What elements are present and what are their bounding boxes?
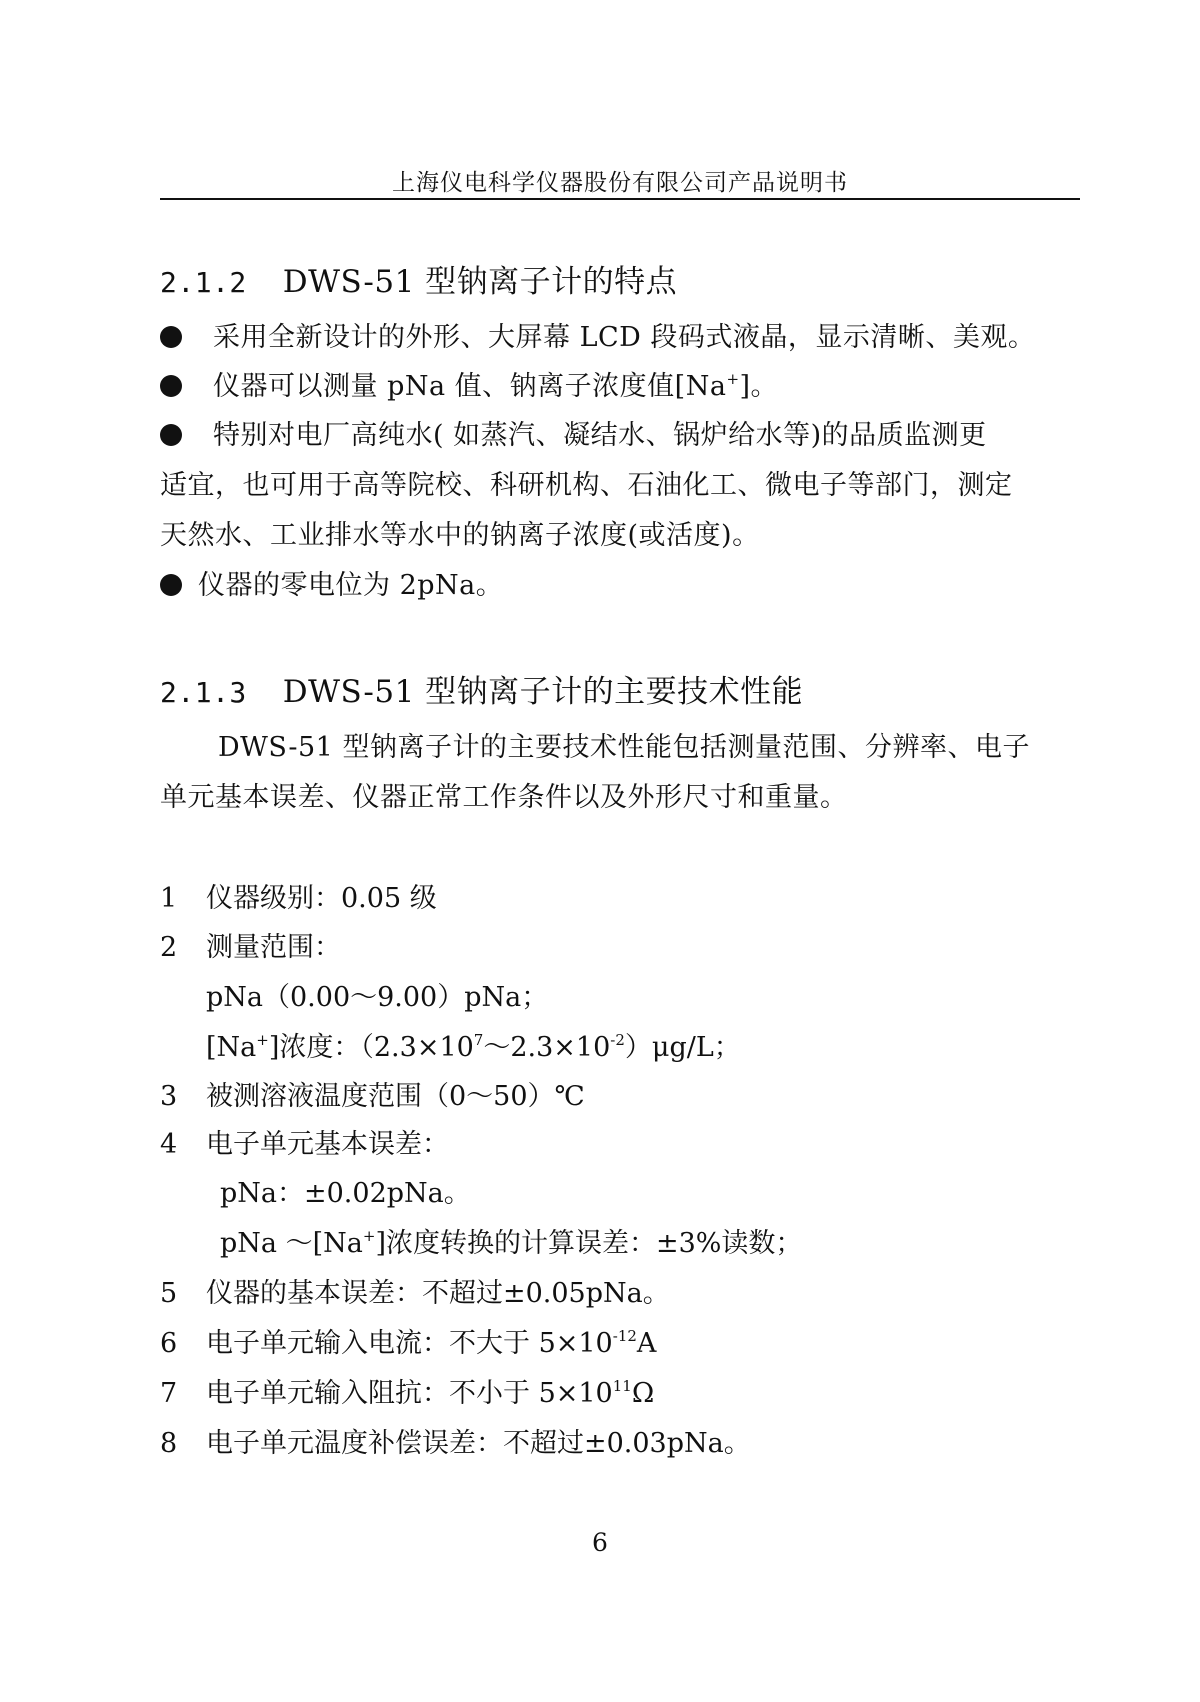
- spec-item-5: [160, 1274, 670, 1314]
- feature-bullet-2: [160, 367, 778, 407]
- section-213-intro-line-1: DWS-51 型钠离子计的主要技术性能包括测量范围、分辨率、电子: [218, 732, 1030, 763]
- header-title: 上海仪电科学仪器股份有限公司产品说明书: [392, 170, 848, 196]
- spec-index: 2: [160, 932, 178, 963]
- bullet-icon: [160, 574, 182, 596]
- spec-text: 被测溶液温度范围（0～50）℃: [206, 1081, 585, 1112]
- spec-item-7: [160, 1374, 654, 1414]
- spec-text: 仪器的基本误差：不超过±0.05pNa。: [206, 1278, 670, 1309]
- section-213-number: 2.1.3: [160, 676, 247, 709]
- section-212-heading: [160, 262, 677, 303]
- spec-text: 仪器级别：0.05 级: [206, 883, 437, 914]
- section-212-title: DWS-51 型钠离子计的特点: [282, 264, 678, 300]
- feature-bullet-1: [160, 318, 1035, 358]
- spec-index: 5: [160, 1278, 178, 1309]
- spec-index: 3: [160, 1081, 178, 1112]
- spec-item-6: [160, 1324, 656, 1364]
- spec-item-2-pna-range: pNa（0.00～9.00）pNa；: [206, 982, 549, 1013]
- spec-index: 7: [160, 1378, 178, 1409]
- bullet-icon: [160, 375, 182, 397]
- spec-index: 8: [160, 1428, 178, 1459]
- section-213-title: DWS-51 型钠离子计的主要技术性能: [282, 674, 804, 710]
- section-213-heading: [160, 672, 803, 713]
- bullet-icon: [160, 326, 182, 348]
- spec-index: 6: [160, 1328, 178, 1359]
- feature-bullet-3: [160, 416, 987, 456]
- section-213-intro-line-2: 单元基本误差、仪器正常工作条件以及外形尺寸和重量。: [160, 782, 848, 813]
- feature-bullet-4-text: 仪器的零电位为 2pNa。: [198, 570, 504, 601]
- spec-index: 4: [160, 1129, 178, 1160]
- header-rule: [160, 198, 1080, 200]
- page-header: [160, 160, 1080, 200]
- spec-item-4: [160, 1125, 449, 1165]
- spec-item-1: [160, 879, 437, 919]
- spec-item-3: [160, 1077, 585, 1117]
- spec-item-2: [160, 928, 341, 968]
- spec-text: 电子单元输入电流：不大于 $5\times 10^{-12}A$: [206, 1327, 657, 1359]
- feature-bullet-3-line-2: 适宜，也可用于高等院校、科研机构、石油化工、微电子等部门，测定: [160, 470, 1013, 501]
- feature-bullet-4: [160, 566, 503, 606]
- bullet-icon: [160, 424, 182, 446]
- feature-bullet-3-line-3: 天然水、工业排水等水中的钠离子浓度(或活度)。: [160, 520, 760, 551]
- spec-item-4-pna-error: pNa：±0.02pNa。: [220, 1178, 471, 1209]
- page-number: 6: [592, 1528, 608, 1557]
- spec-text: 电子单元基本误差：: [206, 1129, 449, 1160]
- spec-index: 1: [160, 883, 178, 914]
- feature-bullet-3-text: 特别对电厂高纯水( 如蒸汽、凝结水、锅炉给水等)的品质监测更: [213, 420, 987, 451]
- spec-text: 电子单元输入阻抗：不小于 $5\times 10^{11}\Omega$: [206, 1377, 655, 1409]
- spec-text: 测量范围：: [206, 932, 341, 963]
- section-212-number: 2.1.2: [160, 266, 247, 299]
- feature-bullet-2-text: 仪器可以测量 pNa 值、钠离子浓度值[Na+]。: [213, 370, 779, 402]
- spec-text: 电子单元温度补偿误差：不超过±0.03pNa。: [206, 1428, 751, 1459]
- spec-item-4-conversion-error: pNa ～[Na+]浓度转换的计算误差：±3%读数；: [220, 1227, 803, 1259]
- spec-item-2-na-range: [Na+]浓度：$(2.3\times 10^7\sim 2.3\times 10^{-2})\mu g/L$；: [206, 1031, 741, 1063]
- spec-item-8: [160, 1424, 751, 1464]
- feature-bullet-1-text: 采用全新设计的外形、大屏幕 LCD 段码式液晶，显示清晰、美观。: [213, 322, 1036, 353]
